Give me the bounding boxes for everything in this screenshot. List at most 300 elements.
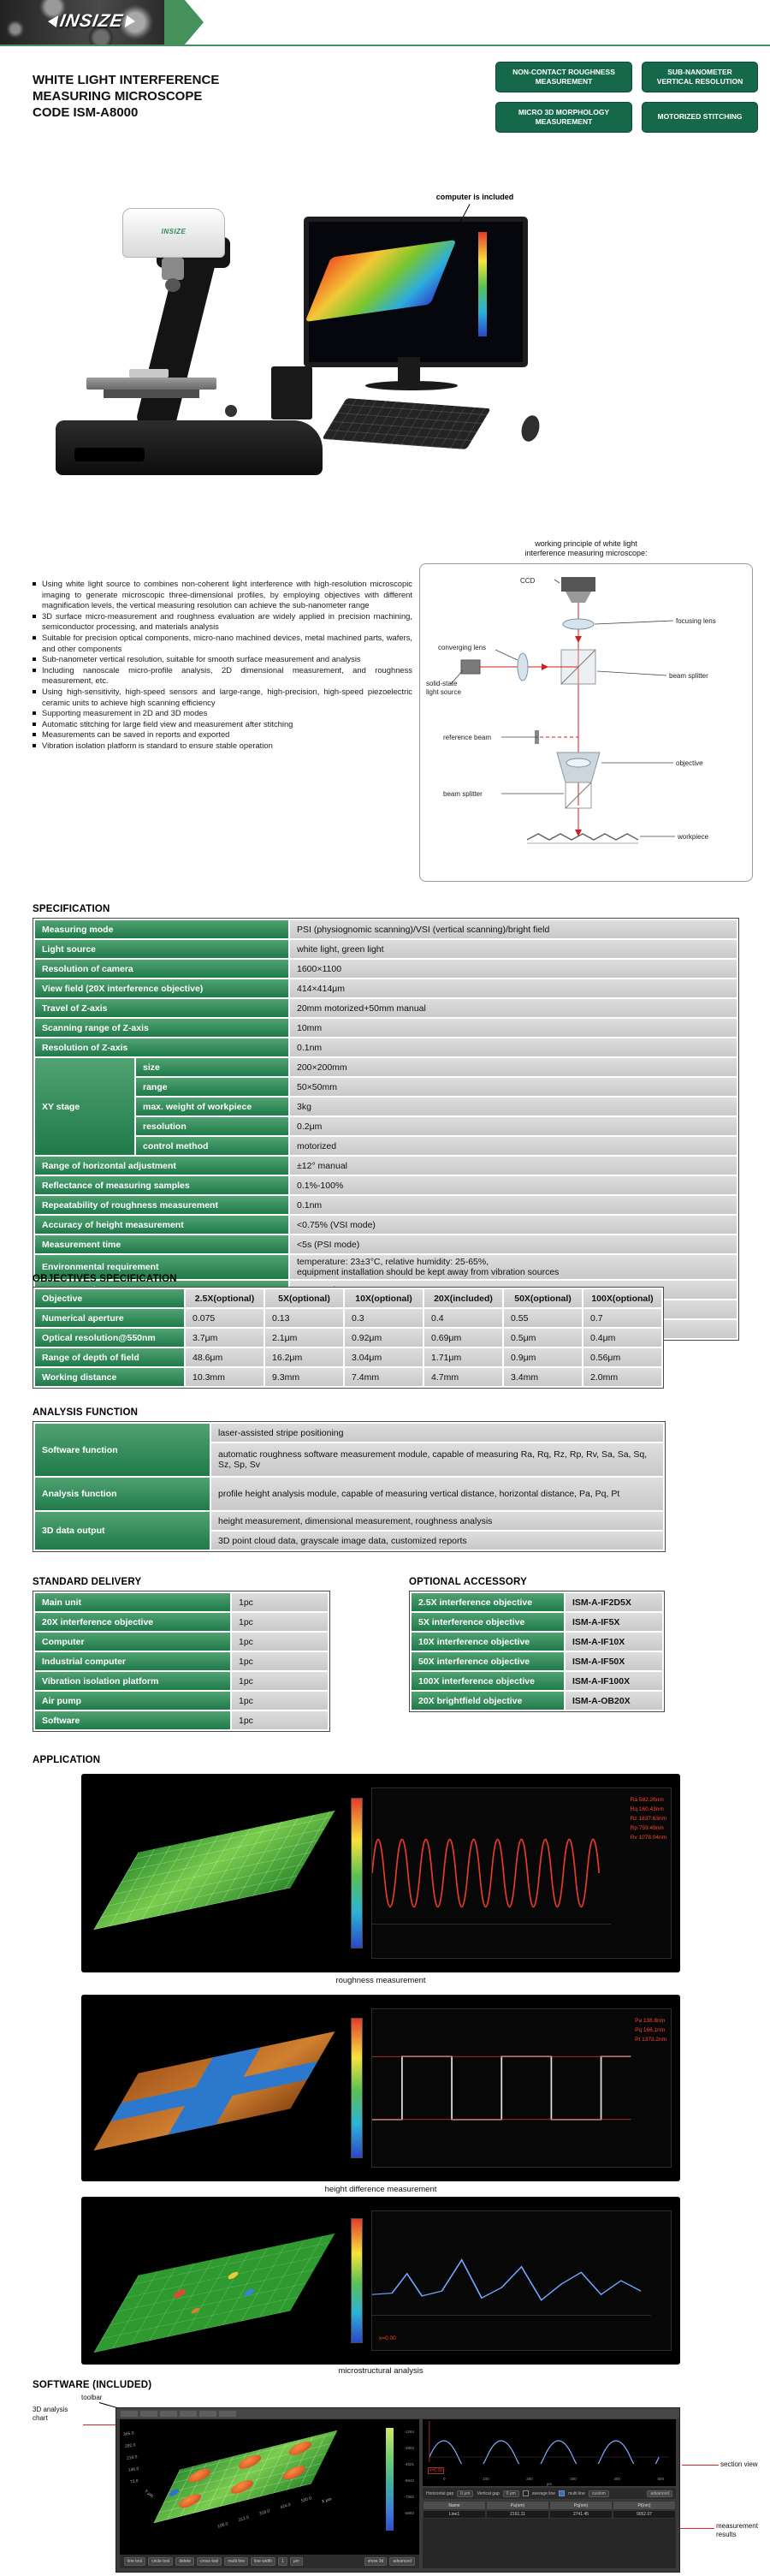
software-heading: SOFTWARE (INCLUDED) (33, 2380, 152, 2390)
obj-value: 3.4mm (503, 1367, 583, 1387)
toolbar-button[interactable] (199, 2411, 216, 2417)
section-view-chart[interactable] (423, 2419, 676, 2486)
label-workpiece: workpiece (678, 833, 709, 841)
accessory-code: ISM-A-IF5X (565, 1612, 663, 1632)
obj-header: 50X(optional) (503, 1288, 583, 1308)
multi-line-label: multi line (568, 2490, 585, 2496)
y-tick-label: 219.0 (126, 2454, 138, 2461)
analysis-label: Analysis function (34, 1477, 210, 1511)
spec-value: <5s (PSI mode) (289, 1234, 737, 1254)
analysis-heading: ANALYSIS FUNCTION (33, 1407, 139, 1418)
y-axis-label: Y μm (143, 2488, 155, 2500)
monitor-3d-surface (305, 240, 456, 322)
results-header: Pt(nm) (613, 2501, 676, 2510)
custom-button[interactable]: custom (589, 2490, 609, 2497)
monitor-stand (398, 357, 420, 383)
obj-value: 48.6μm (185, 1347, 264, 1367)
average-line-label: average line (531, 2490, 556, 2496)
cursor-position-marker: x=0.00 (429, 2468, 443, 2473)
objectives-heading: OBJECTIVES SPECIFICATION (33, 1274, 177, 1284)
section-profile (423, 2419, 676, 2464)
microscope-head (122, 208, 225, 258)
obj-value: 0.92μm (344, 1328, 424, 1347)
diagram-title-line1: working principle of white light (535, 539, 637, 548)
show-3d-button[interactable]: show 3d (364, 2557, 388, 2566)
delivery-qty: 1pc (231, 1612, 329, 1632)
callout-section-line (682, 2465, 719, 2466)
spec-label: Resolution of camera (34, 959, 289, 979)
application-panel-height (81, 1995, 680, 2181)
software-body (120, 2419, 676, 2568)
monitor-base (365, 381, 458, 390)
application-panel-microstructure (81, 2197, 680, 2365)
microscope-stage (86, 378, 216, 390)
obj-value: 0.075 (185, 1308, 264, 1328)
spec-label: View field (20X interference objective) (34, 979, 289, 998)
surface-dome (228, 2478, 256, 2496)
label-objective: objective (676, 759, 703, 767)
accessory-item: 2.5X interference objective (411, 1592, 565, 1612)
software-toolbar[interactable] (116, 2408, 679, 2418)
section-tick-label: 300 (570, 2477, 577, 2481)
spec-value: 414×414μm (289, 979, 737, 998)
header-divider (0, 45, 770, 46)
surface-dome (287, 2439, 314, 2457)
application-heading: APPLICATION (33, 1755, 101, 1765)
objectives-table (33, 1287, 664, 1389)
app2-3d-surface-area (90, 2003, 342, 2173)
spec-value: 200×200mm (289, 1057, 737, 1077)
obj-value: 0.4 (424, 1308, 503, 1328)
analysis-value: 3D point cloud data, grayscale image data, customized reports (210, 1531, 664, 1550)
y-axis-ticks (123, 2430, 141, 2484)
analysis-label: Software function (34, 1423, 210, 1477)
specification-heading: SPECIFICATION (33, 904, 110, 914)
analysis-value: laser-assisted stripe positioning (210, 1423, 664, 1443)
obj-value: 0.4μm (583, 1328, 662, 1347)
software-tools-bar (120, 2555, 419, 2568)
computer-included-note: computer is included (435, 193, 514, 201)
toolbar-button[interactable] (219, 2411, 236, 2417)
section-tick-label: 200 (526, 2477, 533, 2481)
x-axis-label: X μm (321, 2496, 333, 2505)
accessory-code: ISM-A-IF50X (565, 1651, 663, 1671)
header-chevron (164, 0, 204, 45)
obj-value: 3.7μm (185, 1328, 264, 1347)
feature-badge: MOTORIZED STITCHING (642, 102, 758, 133)
result-name: Line1 (423, 2510, 486, 2519)
app1-chart (371, 1788, 672, 1959)
callout-toolbar: toolbar (81, 2394, 103, 2401)
software-right-panel (423, 2419, 676, 2568)
feature-item: Suitable for precision optical components, micro-nano machined devices, metal machined parts, wafers, and other components (33, 633, 412, 654)
mouse (518, 413, 542, 443)
obj-value: 3.04μm (344, 1347, 424, 1367)
title-line1: WHITE LIGHT INTERFERENCE (33, 73, 220, 87)
spec-value: 0.1nm (289, 1195, 737, 1215)
title-line2: MEASURING MICROSCOPE (33, 89, 203, 104)
label-focusing-lens: focusing lens (676, 617, 716, 625)
annotation-value: Rv 1078.04nm (630, 1835, 666, 1841)
line-width-input[interactable]: 1 (278, 2557, 287, 2566)
spec-label: Light source (34, 939, 289, 959)
tool-button[interactable]: delete (175, 2557, 194, 2566)
app2-waveform (372, 2009, 671, 2167)
colorbar-tick-label: -8882 (404, 2511, 414, 2515)
toolbar-button[interactable] (121, 2411, 138, 2417)
advanced-button[interactable]: advanced (647, 2490, 672, 2497)
spec-label: Repeatability of roughness measurement (34, 1195, 289, 1215)
standard-delivery-heading: STANDARD DELIVERY (33, 1577, 142, 1587)
spec-label: Environmental requirement (34, 1254, 289, 1280)
spec-value-line1: temperature: 23±3°C, relative humidity: 25-65%, (297, 1257, 489, 1267)
delivery-item: Software (34, 1710, 231, 1730)
accessory-item: 50X interference objective (411, 1651, 565, 1671)
logo-arrow-left-icon (47, 15, 58, 27)
page-title (33, 72, 219, 121)
toolbar-button[interactable] (180, 2411, 197, 2417)
analysis-table (33, 1421, 666, 1552)
obj-value: 1.71μm (424, 1347, 503, 1367)
delivery-qty: 1pc (231, 1651, 329, 1671)
label-converging-lens: converging lens (438, 644, 487, 651)
annotation-value: Rq 160.43nm (630, 1806, 664, 1813)
spec-value: PSI (physiognomic scanning)/VSI (vertical scanning)/bright field (289, 919, 737, 939)
tool-button[interactable]: line tool (124, 2557, 145, 2566)
spec-value: 0.1nm (289, 1038, 737, 1057)
colorbar-tick-label: -7362 (404, 2495, 414, 2499)
x-tick-label: 424.0 (279, 2502, 292, 2511)
obj-value: 0.5μm (503, 1328, 583, 1347)
feature-item: Using white light source to combines non-coherent light interference with high-resolution microscopic imaging to generate microscopic three-dimensional profiles, by employing objectives with different magnification levels, the vertical measuring resolution can achieve the sub-nanometer range (33, 579, 412, 611)
label-light-source-2: light source (426, 688, 461, 696)
analysis-value: automatic roughness software measurement module, capable of measuring Ra, Rq, Rz, Rp, Rv, Sa, Sa, Sq, Sz, Sp, Sv (210, 1443, 664, 1477)
spec-value: 1600×1100 (289, 959, 737, 979)
accessory-code: ISM-A-IF10X (565, 1632, 663, 1651)
obj-header: 100X(optional) (583, 1288, 662, 1308)
spec-value: motorized (289, 1136, 737, 1156)
spec-sublabel: size (135, 1057, 289, 1077)
obj-value: 0.55 (503, 1308, 583, 1328)
microscope-knob (225, 405, 237, 417)
application-panel-roughness (81, 1774, 680, 1972)
microscope-logo: INSIZE (161, 228, 187, 235)
monitor (304, 217, 528, 367)
obj-label: Range of depth of field (34, 1347, 185, 1367)
colorbar-ticks (404, 2430, 414, 2515)
label-beam-splitter-bottom: beam splitter (443, 790, 483, 798)
annotation-value: x=0.00 (379, 2335, 396, 2341)
x-tick-label: 212.0 (238, 2514, 250, 2524)
accessory-code: ISM-A-IF100X (565, 1671, 663, 1691)
feature-badge: MICRO 3D MORPHOLOGY MEASUREMENT (495, 102, 632, 133)
spec-label: Scanning range of Z-axis (34, 1018, 289, 1038)
annotation-value: Pq 166.1nm (635, 2027, 666, 2034)
callout-3d-analysis-chart: 3D analysis chart (33, 2406, 68, 2423)
feature-item: Including nanoscale micro-profile analysis, 2D dimensional measurement, and roughness measurement, etc. (33, 665, 412, 687)
product-photo (56, 193, 556, 488)
x-tick-label: 318.0 (258, 2508, 271, 2517)
spec-label: Accuracy of height measurement (34, 1215, 289, 1234)
spec-value: 3kg (289, 1097, 737, 1116)
results-header: Pq(nm) (549, 2501, 613, 2510)
results-header: Name (423, 2501, 486, 2510)
feature-badge: NON-CONTACT ROUGHNESS MEASUREMENT (495, 62, 632, 92)
logo-arrow-right-icon (124, 15, 135, 27)
vertical-gap-label: Vertical gap (477, 2490, 500, 2496)
horizontal-gap-value[interactable]: 0 μm (457, 2490, 473, 2497)
obj-value: 0.9μm (503, 1347, 583, 1367)
obj-value: 0.56μm (583, 1347, 662, 1367)
tool-button[interactable]: circle tool (148, 2557, 173, 2566)
spec-value: 10mm (289, 1018, 737, 1038)
accessory-item: 20X brightfield objective (411, 1691, 565, 1710)
feature-badges (495, 62, 758, 133)
tools-right-group (364, 2557, 415, 2566)
spec-label: Travel of Z-axis (34, 998, 289, 1018)
spec-sublabel: range (135, 1077, 289, 1097)
obj-value: 0.3 (344, 1308, 424, 1328)
delivery-item: 20X interference objective (34, 1612, 231, 1632)
software-3d-panel (120, 2419, 419, 2568)
standard-delivery-table (33, 1591, 330, 1732)
obj-value: 0.69μm (424, 1328, 503, 1347)
logo-text: INSIZE (58, 11, 125, 31)
microscope-nosepiece (162, 258, 184, 280)
app1-3d-surface (93, 1811, 335, 1930)
toolbar-button[interactable] (160, 2411, 177, 2417)
section-x-unit: μm (546, 2482, 553, 2486)
spec-value: <0.75% (VSI mode) (289, 1215, 737, 1234)
app3-chart (371, 2210, 672, 2351)
spec-value: ±12° manual (289, 1156, 737, 1175)
obj-label: Working distance (34, 1367, 185, 1387)
label-light-source-1: solid-state (426, 680, 458, 687)
optional-accessory-heading: OPTIONAL ACCESSORY (409, 1577, 527, 1587)
insize-logo (46, 11, 137, 32)
monitor-colorbar (478, 232, 487, 336)
surface-dome (176, 2492, 204, 2510)
app2-caption: height difference measurement (324, 2185, 437, 2194)
feature-list (33, 579, 412, 752)
result-pt: 9052.07 (613, 2510, 676, 2519)
app2-colorbar (351, 2018, 363, 2158)
feature-item: Supporting measurement in 2D and 3D modes (33, 708, 412, 719)
obj-value: 2.1μm (264, 1328, 344, 1347)
spec-value-line2: equipment installation should be kept away from vibration sources (297, 1267, 560, 1277)
section-tick-label: 400 (613, 2477, 620, 2481)
app3-caption: microstructural analysis (338, 2366, 424, 2376)
obj-value: 7.4mm (344, 1367, 424, 1387)
feature-item: 3D surface micro-measurement and roughness evaluation are widely applied in precision machining, semiconductor processing, and materials analysis (33, 611, 412, 633)
software-3d-chart[interactable] (154, 2430, 338, 2524)
app3-3d-surface (93, 2234, 335, 2353)
label-reference-beam: reference beam (443, 734, 492, 741)
obj-value: 9.3mm (264, 1367, 344, 1387)
annotation-value: Rz 1837.63nm (630, 1816, 666, 1823)
delivery-qty: 1pc (231, 1691, 329, 1710)
surface-dome (236, 2453, 264, 2471)
feature-badge: SUB-NANOMETER VERTICAL RESOLUTION (642, 62, 758, 92)
y-tick-label: 146.0 (127, 2466, 139, 2473)
obj-header: 10X(optional) (344, 1288, 424, 1308)
obj-value: 2.0mm (583, 1367, 662, 1387)
delivery-qty: 1pc (231, 1632, 329, 1651)
spec-value (289, 1254, 737, 1280)
accessory-code: ISM-A-IF2D5X (565, 1592, 663, 1612)
average-line-checkbox[interactable] (523, 2490, 529, 2496)
accessory-item: 10X interference objective (411, 1632, 565, 1651)
microscope-sample (129, 369, 169, 378)
spec-label: Measurement time (34, 1234, 289, 1254)
section-x-ticks (443, 2477, 664, 2481)
software-window (116, 2407, 680, 2573)
microscope-base-front (74, 448, 145, 461)
analysis-value: profile height analysis module, capable of measuring vertical distance, horizontal distance, Pa, Pq, Pt (210, 1477, 664, 1511)
obj-value: 4.7mm (424, 1367, 503, 1387)
app3-3d-surface-area (90, 2205, 342, 2356)
optional-accessory-table (409, 1591, 665, 1712)
feature-item: Measurements can be saved in reports and exported (33, 729, 412, 741)
app2-3d-surface (93, 2032, 335, 2151)
delivery-qty: 1pc (231, 1710, 329, 1730)
analysis-value: height measurement, dimensional measurement, roughness analysis (210, 1511, 664, 1531)
delivery-item: Vibration isolation platform (34, 1671, 231, 1691)
measurement-results-table (423, 2501, 676, 2568)
label-beam-splitter-top: beam splitter (669, 672, 708, 680)
section-controls-bar (423, 2488, 676, 2499)
spec-group-label: XY stage (34, 1057, 135, 1156)
obj-header: 20X(included) (424, 1288, 503, 1308)
label-ccd: CCD (520, 577, 536, 585)
spec-value: white light, green light (289, 939, 737, 959)
software-colorbar (386, 2428, 394, 2531)
spec-sublabel: control method (135, 1136, 289, 1156)
obj-value: 16.2μm (264, 1347, 344, 1367)
callout-measurement-results: measurement results (716, 2522, 758, 2539)
colorbar-tick-label: -5642 (404, 2478, 414, 2483)
app2-annotations (635, 2016, 666, 2044)
diagram-title-line2: interference measuring microscope: (524, 549, 648, 558)
spec-label: Measuring mode (34, 919, 289, 939)
spec-value: 0.1%-100% (289, 1175, 737, 1195)
colorbar-tick-label: -1264 (404, 2430, 414, 2434)
annotation-value: Pt 1373.2nm (635, 2037, 666, 2044)
feature-item: Sub-nanometer vertical resolution, suitable for smooth surface measurement and analysis (33, 654, 412, 665)
section-tick-label: 100 (483, 2477, 489, 2481)
app1-3d-surface-area (90, 1782, 342, 1964)
app2-chart (371, 2008, 672, 2168)
app3-profile (372, 2211, 671, 2350)
annotation-value: Rp 759.49nm (630, 1825, 664, 1832)
obj-header: Objective (34, 1288, 185, 1308)
annotation-value: Pa 138.8nm (635, 2018, 666, 2024)
toolbar-button[interactable] (140, 2411, 157, 2417)
horizontal-gap-label: Horizontal gap (426, 2490, 454, 2496)
result-pq: 2741.45 (549, 2510, 613, 2519)
spec-value: 20mm motorized+50mm manual (289, 998, 737, 1018)
accessory-item: 5X interference objective (411, 1612, 565, 1632)
analysis-label: 3D data output (34, 1511, 210, 1550)
header-photo (0, 0, 164, 45)
y-tick-label: 73.0 (129, 2478, 139, 2485)
spec-sublabel: resolution (135, 1116, 289, 1136)
results-header: Pa(nm) (486, 2501, 549, 2510)
feature-item: Using high-sensitivity, high-speed sensors and large-range, high-precision, high-speed piezoelectric ceramic units to achieve high scanning efficiency (33, 687, 412, 708)
app1-waveform (372, 1788, 671, 1958)
accessory-code: ISM-A-OB20X (565, 1691, 663, 1710)
surface-dome (186, 2466, 213, 2484)
selection-point-marker (168, 2488, 181, 2497)
obj-value: 0.7 (583, 1308, 662, 1328)
results-data-row[interactable] (423, 2510, 676, 2519)
delivery-qty: 1pc (231, 1592, 329, 1612)
microscope-substage (104, 390, 199, 398)
delivery-item: Air pump (34, 1691, 231, 1710)
delivery-item: Industrial computer (34, 1651, 231, 1671)
microscope-objective-lens (165, 278, 181, 292)
colorbar-tick-label: -2903 (404, 2446, 414, 2450)
spec-value: 50×50mm (289, 1077, 737, 1097)
x-tick-label: 530.0 (300, 2496, 312, 2504)
app3-colorbar (351, 2218, 363, 2343)
app1-colorbar (351, 1798, 363, 1948)
annotation-value: Ra 582.26nm (630, 1797, 664, 1803)
multi-line-checkbox[interactable] (559, 2490, 565, 2496)
callout-section-view: section view (720, 2460, 758, 2468)
spec-label: Resolution of Z-axis (34, 1038, 289, 1057)
section-tick-label: 500 (657, 2477, 664, 2481)
app1-caption: roughness measurement (335, 1976, 426, 1985)
tool-button[interactable]: cross tool (197, 2557, 222, 2566)
x-tick-label: 106.0 (216, 2521, 229, 2530)
obj-header: 2.5X(optional) (185, 1288, 264, 1308)
y-tick-label: 292.0 (124, 2442, 136, 2449)
title-line3: CODE ISM-A8000 (33, 105, 139, 121)
obj-label: Optical resolution@550nm (34, 1328, 185, 1347)
keyboard (322, 398, 491, 449)
diagram-graphics (420, 564, 752, 879)
unit-label: μm (290, 2557, 303, 2566)
app1-annotations (631, 1795, 666, 1842)
delivery-item: Computer (34, 1632, 231, 1651)
obj-label: Numerical aperture (34, 1308, 185, 1328)
delivery-item: Main unit (34, 1592, 231, 1612)
spec-sublabel: max. weight of workpiece (135, 1097, 289, 1116)
section-tick-label: 0 (443, 2477, 446, 2481)
delivery-qty: 1pc (231, 1671, 329, 1691)
controller-box (271, 366, 312, 419)
vertical-gap-value[interactable]: 0 μm (503, 2490, 519, 2497)
y-tick-label: 365.0 (122, 2430, 134, 2438)
tool-label: line width (251, 2557, 275, 2566)
feature-item: Vibration isolation platform is standard to ensure stable operation (33, 741, 412, 752)
advanced-button[interactable]: advanced (389, 2557, 415, 2566)
tool-button[interactable]: multi line (224, 2557, 248, 2566)
app3-annotations (379, 2334, 396, 2343)
obj-header: 5X(optional) (264, 1288, 344, 1308)
obj-value: 10.3mm (185, 1367, 264, 1387)
spec-label: Reflectance of measuring samples (34, 1175, 289, 1195)
feature-item: Automatic stitching for large field view and measurement after stitching (33, 719, 412, 730)
principle-diagram (419, 539, 753, 883)
obj-value: 0.13 (264, 1308, 344, 1328)
colorbar-tick-label: -4521 (404, 2462, 414, 2466)
result-pa: 2161.11 (486, 2510, 549, 2519)
spec-value: 0.2μm (289, 1116, 737, 1136)
results-header-row (423, 2501, 676, 2510)
surface-dome (281, 2464, 308, 2482)
